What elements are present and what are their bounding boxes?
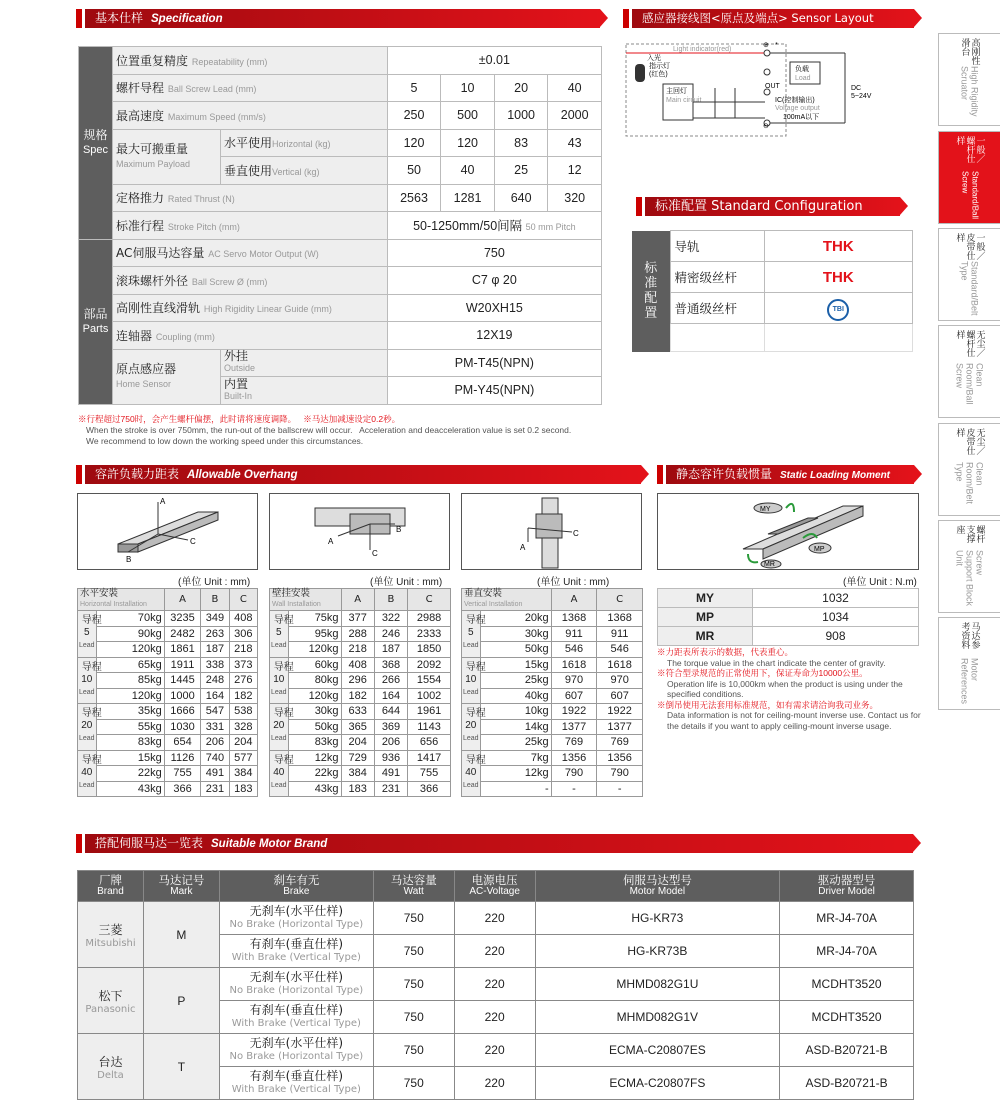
motor-col-header: 马达记号 Mark	[143, 871, 219, 902]
overhang-header: 容許负载力距表 Allowable Overhang	[85, 465, 641, 484]
install-type-header: 垂直安裝 Vertical Installation	[462, 589, 552, 611]
svg-text:Load: Load	[795, 75, 811, 82]
table-row: 有刹车(垂直仕样) With Brake (Vertical Type) 750 220 HG-KR73B MR-J4-70A	[78, 935, 914, 968]
svg-text:⊕: ⊕	[763, 42, 769, 49]
motor-col-header: 刹车有无 Brake	[219, 871, 373, 902]
brand-cell: 台达 Delta	[78, 1034, 144, 1100]
svg-text:DC: DC	[851, 85, 862, 92]
lead-group: 导程 5 Lead	[270, 611, 289, 658]
table-row: 25kg 769 769	[462, 735, 643, 751]
brand-cell: 三菱 Mitsubishi	[78, 902, 144, 968]
table-row: 导程 10 Lead 15kg 1618 1618	[462, 657, 643, 673]
table-row: 85kg 1445 248 276	[78, 673, 258, 689]
table-row: 三菱 Mitsubishi M 无刹车(水平仕样) No Brake (Horizontal Type) 750 220 HG-KR73 MR-J4-70A	[78, 902, 914, 935]
table-row: 导程 20 Lead 10kg 1922 1922	[462, 704, 643, 720]
motor-col-header: 电源电压 AC-Voltage	[454, 871, 535, 902]
table-row: 导程 5 Lead 70kg 3235 349 408	[78, 611, 258, 627]
svg-text:主回灯: 主回灯	[666, 88, 687, 95]
lead-group: 导程 20 Lead	[270, 704, 289, 751]
svg-text:B: B	[126, 555, 132, 564]
table-row: 导程 40 Lead 12kg 729 936 1417	[270, 750, 451, 766]
thk-logo: THK	[764, 231, 913, 262]
lead-group: 导程 5 Lead	[78, 611, 97, 658]
table-row: 导程 20 Lead 30kg 633 644 1961	[270, 704, 451, 720]
table-row: 40kg 607 607	[462, 688, 643, 704]
table-row: 55kg 1030 331 328	[78, 719, 258, 735]
mark-cell: P	[143, 968, 219, 1034]
table-row: 导程 5 Lead 20kg 1368 1368	[462, 611, 643, 627]
table-row: 43kg 183 231 366	[270, 781, 451, 797]
svg-text:B: B	[396, 525, 402, 534]
install-type-header: 壁挂安裝 Wall Installation	[270, 589, 342, 611]
table-row: 22kg 384 491 755	[270, 766, 451, 782]
col-header: C	[229, 589, 257, 611]
static-header: 静态容许负载惯量 Static Loading Moment	[666, 465, 914, 484]
svg-text:IC(控制输出): IC(控制输出)	[775, 97, 815, 104]
spec-notes: ※行程超过750时，会产生螺杆偏摆，此时请将速度调降。 ※马达加减速设定0.2秒。 When the stroke is over 750mm, the run-out of the ballscrew will occur. Acceleration and deacceleration value is set 0.2 second. We recommend to low down the working speed under this circumstances.	[78, 414, 572, 446]
svg-text:MP: MP	[814, 546, 825, 553]
vertical-overhang-table	[461, 588, 643, 797]
overhang-unit-2: (单位 Unit : mm)	[370, 577, 443, 588]
lead-group: 导程 20 Lead	[462, 704, 481, 751]
svg-text:MY: MY	[760, 506, 771, 513]
motor-header: 搭配伺服马达一览表 Suitable Motor Brand	[85, 834, 913, 853]
svg-text:入光: 入光	[647, 55, 661, 62]
tab-clean-ballscrew[interactable]: 无尘／螺杆仕样 Clean Room/Ball Screw	[938, 325, 1000, 418]
table-row: 导程 10 Lead 60kg 408 368 2092	[270, 657, 451, 673]
svg-text:A: A	[160, 497, 166, 506]
tbi-logo: TBI	[827, 299, 849, 321]
svg-text:Light indicator(red): Light indicator(red)	[673, 46, 732, 53]
static-moment-table: MY 1032 MP 1034 MR 908	[657, 588, 919, 646]
table-row: 90kg 2482 263 306	[78, 626, 258, 642]
table-row: 导程 10 Lead 65kg 1911 338 373	[78, 657, 258, 673]
svg-text:⊖: ⊖	[763, 123, 769, 130]
install-type-header: 水平安裝 Horizontal Installation	[78, 589, 165, 611]
tab-standard-belt[interactable]: 一般／皮带仕样 Standard/Belt Type	[938, 228, 1000, 321]
table-row: 83kg 204 206 656	[270, 735, 451, 751]
svg-text:A: A	[520, 543, 526, 552]
table-row: 50kg 365 369 1143	[270, 719, 451, 735]
col-header: A	[551, 589, 597, 611]
config-header: 标准配置 Standard Configuration	[645, 197, 900, 216]
motor-col-header: 马达容量 Watt	[373, 871, 454, 902]
static-unit: (单位 Unit : N.m)	[843, 577, 917, 588]
col-header: C	[597, 589, 643, 611]
svg-text:Main circuit: Main circuit	[666, 97, 702, 104]
svg-text:(红色): (红色)	[649, 71, 668, 78]
table-row: 12kg 790 790	[462, 766, 643, 782]
config-table: 标准配置 导轨 THK 精密级丝杆 THK 普通级丝杆 TBI	[632, 230, 913, 352]
horizontal-overhang-table	[77, 588, 258, 797]
svg-text:Voltage output: Voltage output	[775, 105, 820, 112]
svg-text:负载: 负载	[795, 66, 809, 73]
table-row: 25kg 970 970	[462, 673, 643, 689]
col-header: A	[164, 589, 200, 611]
lead-group: 导程 40 Lead	[462, 750, 481, 797]
wall-overhang-table	[269, 588, 451, 797]
table-row: 导程 40 Lead 15kg 1126 740 577	[78, 750, 258, 766]
lead-group: 导程 40 Lead	[78, 750, 97, 797]
mark-cell: M	[143, 902, 219, 968]
spec-header: 基本仕样 Specification	[85, 9, 600, 28]
tab-screw-support[interactable]: 螺杆支撑座 Screw Support Block Unit	[938, 520, 1000, 613]
col-header: B	[201, 589, 229, 611]
table-row: 120kg 182 164 1002	[270, 688, 451, 704]
lead-group: 导程 20 Lead	[78, 704, 97, 751]
table-row: 43kg 366 231 183	[78, 781, 258, 797]
col-header: C	[408, 589, 451, 611]
table-row: 14kg 1377 1377	[462, 719, 643, 735]
svg-text:指示灯: 指示灯	[649, 63, 670, 70]
table-row: 120kg 1000 164 182	[78, 688, 258, 704]
table-row: 95kg 288 246 2333	[270, 626, 451, 642]
lead-group: 导程 10 Lead	[462, 657, 481, 704]
tab-clean-belt[interactable]: 无尘／皮带仕样 Clean Room/Belt Type	[938, 423, 1000, 516]
overhang-unit-3: (单位 Unit : mm)	[537, 577, 610, 588]
svg-text:100mA以下: 100mA以下	[783, 114, 820, 121]
tab-high-rigidity[interactable]: 高刚性滑台 High Rigidity Scruator	[938, 33, 1000, 126]
lead-group: 导程 10 Lead	[78, 657, 97, 704]
static-moment-diagram	[657, 493, 919, 570]
horizontal-install-diagram	[77, 493, 258, 570]
motor-col-header: 驱动器型号 Driver Model	[780, 871, 914, 902]
parts-group-label: 部品 Parts	[79, 239, 113, 404]
vertical-install-diagram	[461, 493, 642, 570]
overhang-unit-1: (单位 Unit : mm)	[178, 577, 251, 588]
svg-text:C: C	[372, 549, 378, 558]
table-row: 22kg 755 491 384	[78, 766, 258, 782]
table-row: 导程 5 Lead 75kg 377 322 2988	[270, 611, 451, 627]
mark-cell: T	[143, 1034, 219, 1100]
svg-text:A: A	[328, 537, 334, 546]
svg-text:OUT: OUT	[765, 83, 780, 90]
col-header: A	[341, 589, 374, 611]
table-row: 30kg 911 911	[462, 626, 643, 642]
lead-group: 导程 5 Lead	[462, 611, 481, 658]
svg-text:5~24V: 5~24V	[851, 93, 872, 100]
table-row: 台达 Delta T 无刹车(水平仕样) No Brake (Horizontal Type) 750 220 ECMA-C20807ES ASD-B20721-B	[78, 1034, 914, 1067]
lead-group: 导程 10 Lead	[270, 657, 289, 704]
svg-text:C: C	[190, 537, 196, 546]
sensor-header: 感应器接线图<原点及端点> Sensor Layout	[632, 9, 914, 28]
table-row: 导程 40 Lead 7kg 1356 1356	[462, 750, 643, 766]
table-row: 导程 20 Lead 35kg 1666 547 538	[78, 704, 258, 720]
tab-motor-references[interactable]: 马达参考资料 Motor References	[938, 617, 1000, 710]
svg-text:MR: MR	[764, 561, 775, 568]
motor-table	[77, 870, 914, 1100]
table-row: 松下 Panasonic P 无刹车(水平仕样) No Brake (Horizontal Type) 750 220 MHMD082G1U MCDHT3520	[78, 968, 914, 1001]
table-row: 有刹车(垂直仕样) With Brake (Vertical Type) 750 220 MHMD082G1V MCDHT3520	[78, 1001, 914, 1034]
lead-group: 导程 40 Lead	[270, 750, 289, 797]
sensor-wiring-diagram	[625, 36, 875, 154]
table-row: 83kg 654 206 204	[78, 735, 258, 751]
spec-table: 规格 Spec 位置重复精度 Repeatability (mm) ±0.01 螺杆导程 Ball Screw Lead (mm) 5 10 20 40 最高速度 Maximum Speed (mm/s) 250 500 1000 2000 最大可搬重量 Maximum Payload 水平使用Horizontal (kg) 120 120 83 43 垂直使用Vertical (kg) 50 40 25 12 定格推力 Rated Thrust (N) 2563 1281 640 320 标准行程 Stroke Pitch (mm) 50-1250mm/50间隔 50 mm Pitch 部品 Parts AC伺服马达容量 AC Servo Motor Output (W) 750 滚珠螺杆外径 Ball Screw Ø (mm) C7 φ 20 高刚性直线滑轨 High Rigidity Linear Guide (mm) W20XH15 连轴器 Coupling (mm) 12X19 原点感应器 Home Sensor 外挂 Outside PM-T45(NPN) 内置 Built-In PM-Y45(NPN)	[78, 46, 602, 405]
static-notes: ※力距表所表示的数据，代表重心。 The torque value in the chart indicate the center of gravity. ※符合型录规范的正常使用下，保证寿命为10000公里。 Operation life is 10,000km when the product is using under the specified conditions. ※倒吊使用无法套用标准规范，如有需求请洽询我司业务。 Data information is not for ceiling-mount inverse use. Contact us for the details if you want to apply ceiling-mount inverse usage.	[657, 647, 921, 731]
col-header: B	[374, 589, 407, 611]
table-row: 有刹车(垂直仕样) With Brake (Vertical Type) 750 220 ECMA-C20807FS ASD-B20721-B	[78, 1067, 914, 1100]
table-row: 80kg 296 266 1554	[270, 673, 451, 689]
thk-logo: THK	[764, 262, 913, 293]
brand-cell: 松下 Panasonic	[78, 968, 144, 1034]
tab-standard-ballscrew[interactable]: 一般／螺杆仕样 Standard/Ball Screw	[938, 131, 1000, 224]
table-row: 50kg 546 546	[462, 642, 643, 658]
svg-text:*: *	[775, 42, 778, 49]
svg-text:C: C	[573, 529, 579, 538]
motor-col-header: 厂牌 Brand	[78, 871, 144, 902]
wall-install-diagram	[269, 493, 450, 570]
motor-col-header: 伺服马达型号 Motor Model	[535, 871, 780, 902]
table-row: 120kg 218 187 1850	[270, 642, 451, 658]
table-row: 120kg 1861 187 218	[78, 642, 258, 658]
table-row: - - -	[462, 781, 643, 797]
spec-group-label: 规格 Spec	[79, 47, 113, 240]
